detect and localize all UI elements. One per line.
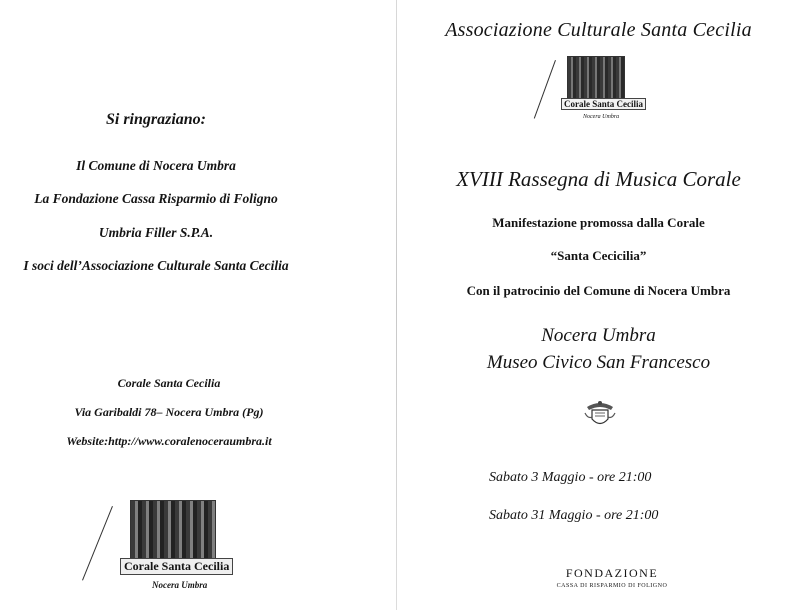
rassegna-title: XVIII Rassegna di Musica Corale: [456, 167, 741, 191]
venue-museum: Museo Civico San Francesco: [486, 352, 711, 373]
contact-address: Via Garibaldi 78– Nocera Umbra (Pg): [74, 405, 264, 419]
sponsor-line: Umbria Filler S.P.A.: [98, 225, 214, 240]
quill-icon: [534, 60, 556, 119]
sponsor-line: Il Comune di Nocera Umbra: [76, 158, 236, 173]
event-date: Sabato 31 Maggio - ore 21:00: [489, 508, 659, 523]
promo-line: Manifestazione promossa dalla Corale: [492, 215, 705, 230]
corale-logo: [108, 496, 258, 596]
sponsor-line: I soci dell’Associazione Culturale Santa Cecilia: [23, 258, 289, 273]
sponsor-line: La Fondazione Cassa Risparmio di Foligno: [34, 191, 278, 206]
promo-line: Con il patrocinio del Comune di Nocera Umbra: [466, 283, 731, 298]
fondazione-logo: [547, 566, 677, 589]
event-date: Sabato 3 Maggio - ore 21:00: [489, 470, 652, 485]
association-title: Associazione Culturale Santa Cecilia: [445, 19, 752, 41]
contact-name: Corale Santa Cecilia: [117, 376, 221, 390]
fondazione-subtitle: CASSA DI RISPARMIO DI FOLIGNO: [556, 583, 668, 589]
corale-logo-small: [553, 56, 649, 126]
contact-website[interactable]: Website:http://www.coralenoceraumbra.it: [66, 434, 272, 448]
promo-line: “Santa Cecicilia”: [550, 248, 647, 263]
logo-subtitle: Nocera Umbra: [583, 114, 620, 120]
thanks-title: Si ringraziano:: [105, 111, 207, 128]
logo-label: Corale Santa Cecilia: [561, 98, 646, 110]
venue-town: Nocera Umbra: [541, 325, 656, 346]
fondazione-word: FONDAZIONE: [565, 566, 659, 580]
quill-icon: [82, 506, 113, 581]
saint-cecilia-image: [567, 56, 625, 100]
crest-icon: [583, 397, 617, 431]
logo-label: Corale Santa Cecilia: [120, 558, 233, 575]
left-panel: [0, 0, 396, 610]
logo-subtitle: Nocera Umbra: [152, 580, 208, 590]
right-panel: [397, 0, 800, 610]
saint-cecilia-image: [130, 500, 216, 560]
